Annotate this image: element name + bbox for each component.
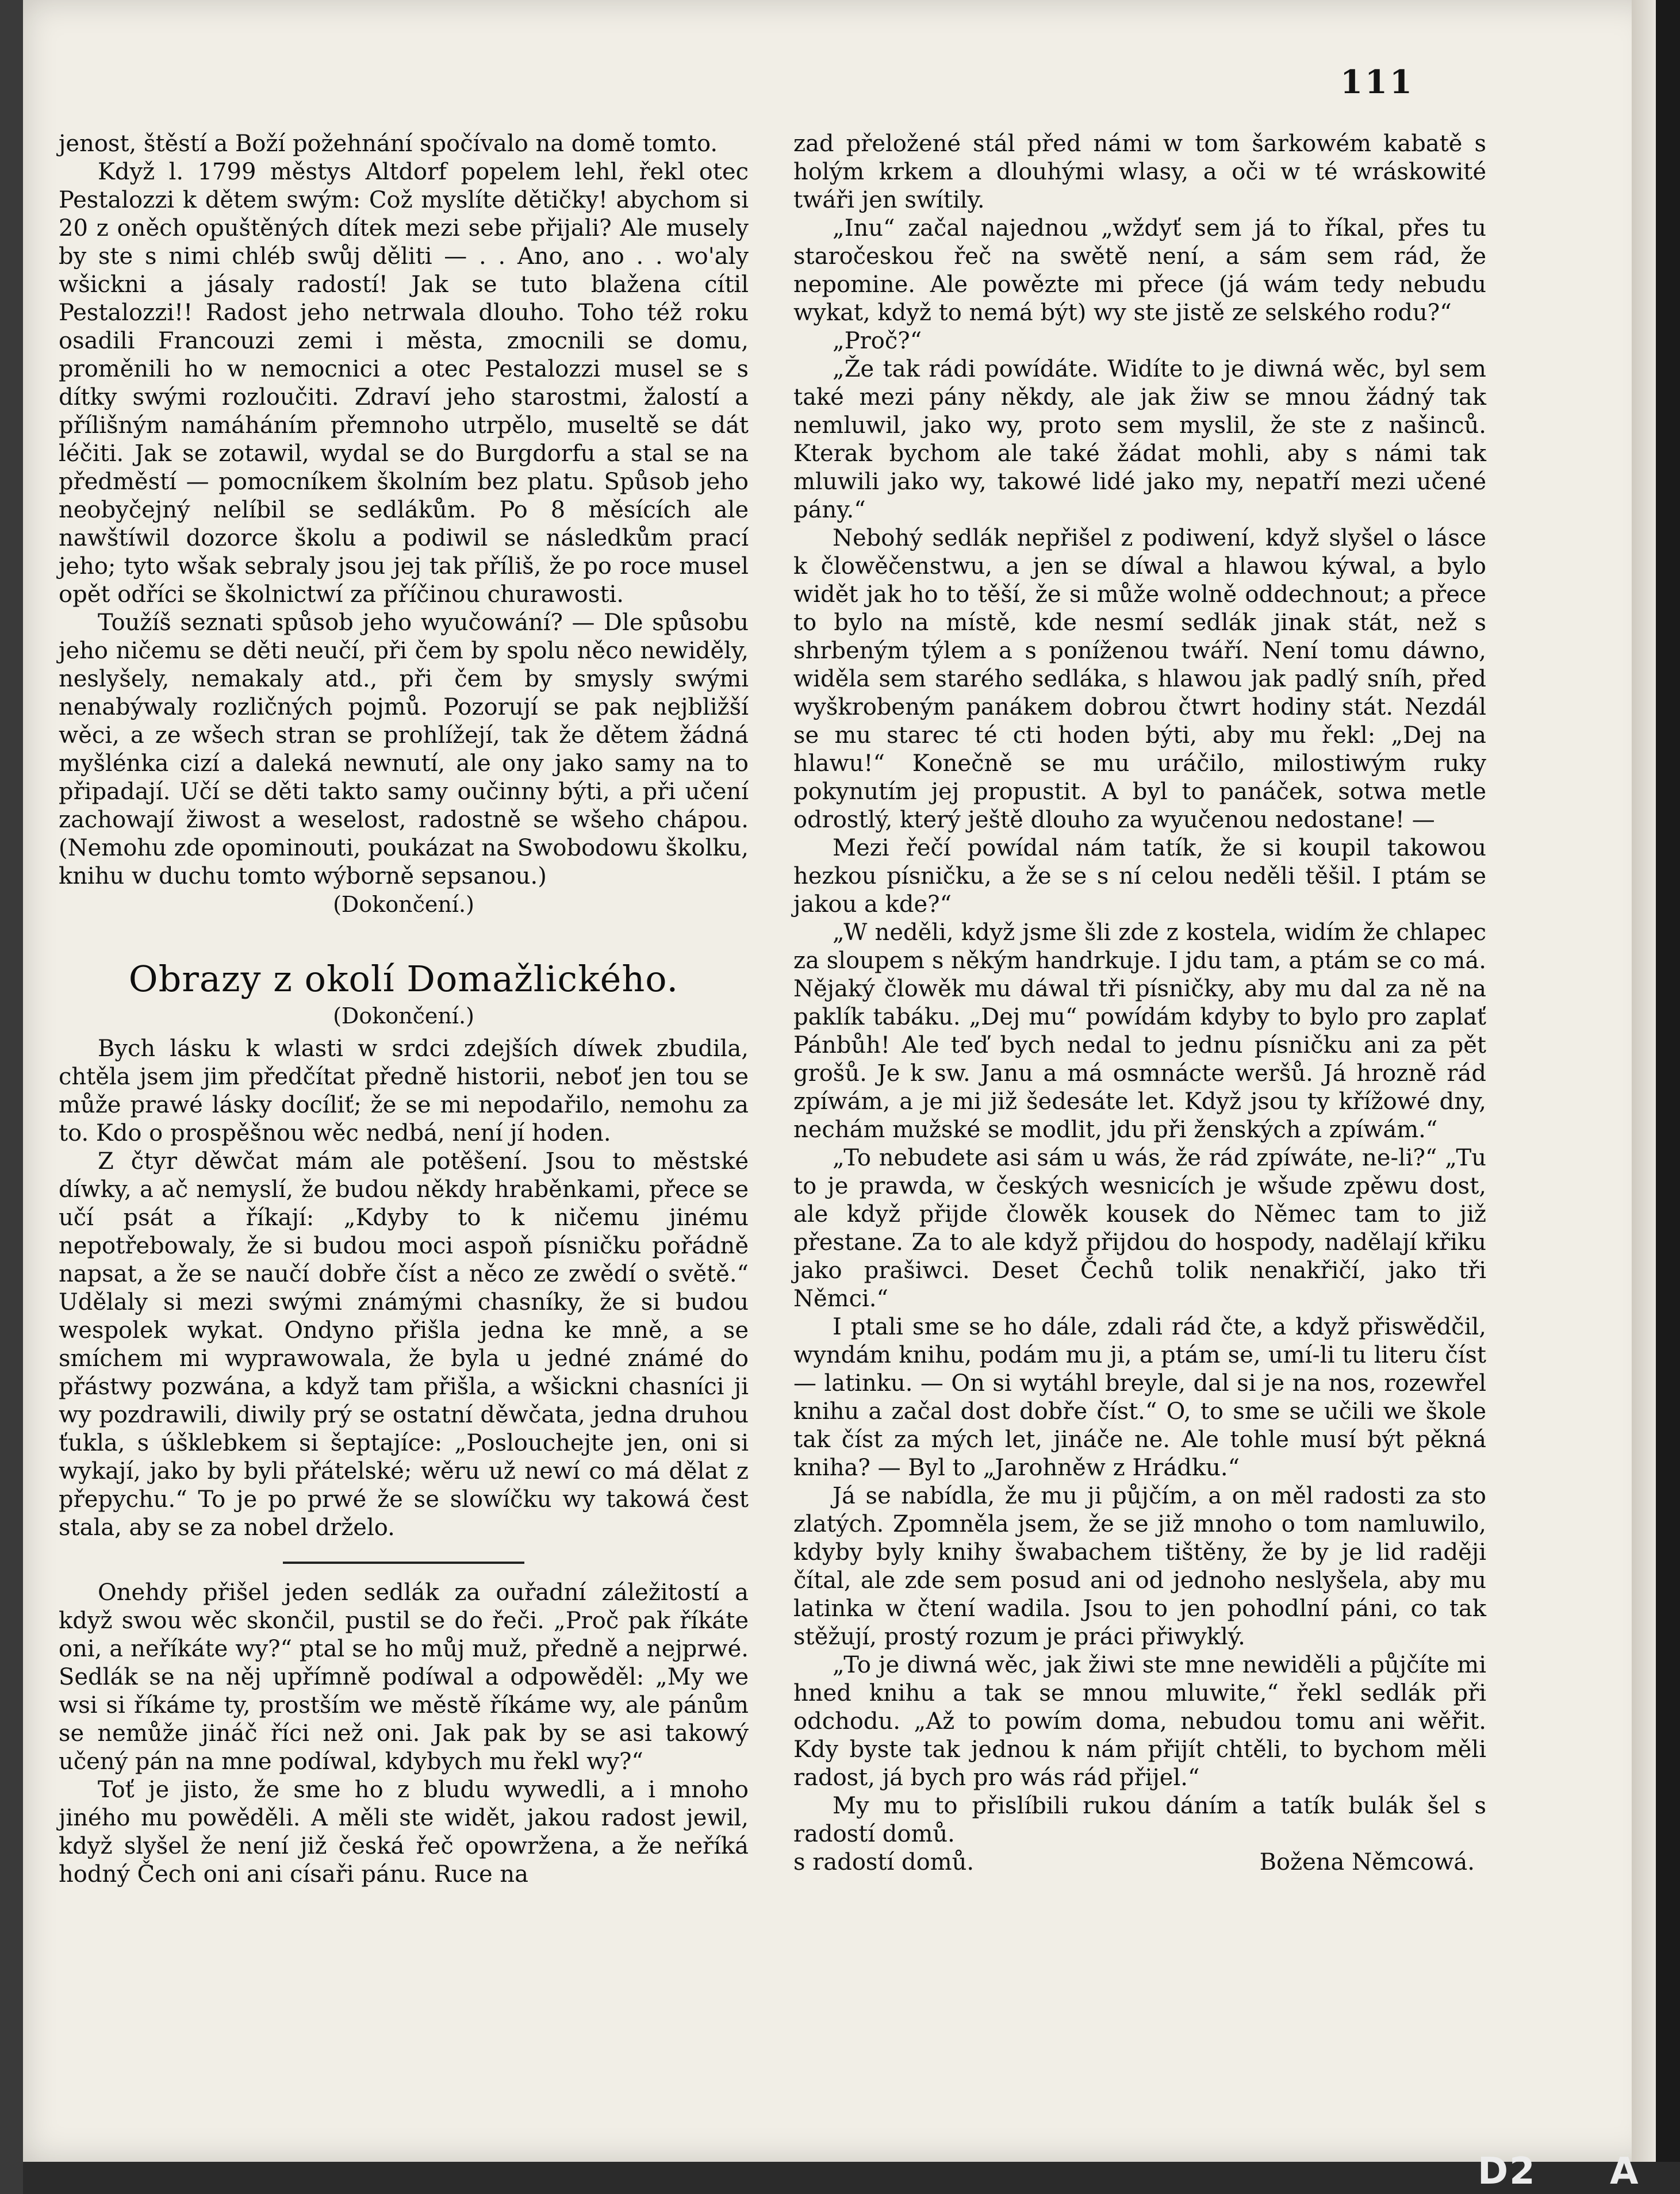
- article1-paragraph: Když l. 1799 městys Altdorf popelem lehl, řekl otec Pestalozzi k dětem swým: Což myslíte dětičky! abychom si 20 z oněch opuštěných dítek mezi sebe přijali? Ale musely by ste s nimi chléb swůj děliti — . . Ano, ano . . wo'aly wšickni a jásaly radostí! Jak se tuto blažena cítil Pestalozzi!! Radost jeho netrwala dlouho. Toho též roku osadili Francouzi zemi i města, zmocnili se domu, proměnili ho w nemocnici a otec Pestalozzi musel se s dítky swými rozloučiti. Zdraví jeho starostmi, žalostí a přílišným namáháním přemnoho utrpělo, museltě se dát léčiti. Jak se zotawil, wydal se do Burgdorfu a stal se na předměstí — pomocníkem školním bez platu. Spůsob jeho neobyčejný nelíbil se sedlákům. Po 8 měsících ale nawštíwil dozorce školu a podiwil se následkům prací jeho; tyto wšak sebraly jsou jej tak příliš, že po roce musel opět odříci se školnictwí za příčinou churawosti.: [59, 159, 749, 608]
- article2-paragraph: „To je diwná wěc, jak žiwi ste mne newiděli a půjčíte mi hned knihu a tak se mnou mluwite,“ řekl sedlák při odchodu. „Až to powím doma, nebudou tomu ani wěřit. Kdy byste tak jednou k nám přijít chtěli, to bychom měli radost, já bych pro wás rád přijel.“: [793, 1652, 1486, 1791]
- article2-paragraph: Toť je jisto, že sme ho z bludu wywedli, a i mnoho jiného mu powěděli. A měli ste widět, jakou radost jewil, když slyšel že není již česká řeč opowržena, a že neříká hodný Čech oni ani císaři pánu. Ruce na: [59, 1777, 749, 1888]
- film-frame-label: A: [1610, 2150, 1640, 2193]
- page-number: 111: [1340, 63, 1414, 101]
- article1-paragraph: jenost, štěstí a Boží požehnání spočívalo na domě tomto.: [59, 131, 718, 157]
- article2-paragraph: Bych lásku k wlasti w srdci zdejších díwek zbudila, chtěla jsem jim předčítat předně historii, neboť jen tou se může prawé lásky docíliť; že se mi nepodařilo, nemohu za to. Kdo o prospěšnou wěc nedbá, není jí hoden.: [59, 1035, 749, 1146]
- article2-paragraph: zad přeložené stál před námi w tom šarkowém kabatě s holým krkem a dlouhými wlasy, a oči w té wráskowité twáři jen swítily.: [793, 131, 1486, 213]
- article2-paragraph: I ptali sme se ho dále, zdali rád čte, a když přiswědčil, wyndám knihu, podám mu ji, a ptám se, umí-li tu literu číst — latinku. — On si wytáhl breyle, dal si je na nos, rozewřel knihu a začal dost dobře číst.“ O, to sme se učili we škole tak číst za mých let, jináče ne. Ale tohle musí být pěkná kniha? — Byl to „Jarohněw z Hrádku.“: [793, 1314, 1486, 1481]
- article2-paragraph: My mu to přislíbili rukou dáním a tatík bulák šel s radostí domů.: [793, 1793, 1486, 1847]
- closing-text: s radostí domů.: [793, 1849, 975, 1875]
- article1-paragraph: Toužíš seznati spůsob jeho wyučowání? — Dle spůsobu jeho ničemu se děti neučí, při čem by spolu něco newiděly, neslyšely, nemakaly atd., při čem by smysly swými nenabýwaly rozličných pojmů. Pozorují se pak nejbližší wěci, a ze wšech stran se prohlížejí, tak že dětem žádná myšlénka cizí a daleká newnutí, ale ony jako samy na to připadají. Učí se děti takto samy oučinny býti, a při učení zachowají žiwost a weselost, radostně se wšeho chápou. (Nemohu zde opominouti, poukázat na Swobodowu školku, knihu w duchu tomto wýborně sepsanou.): [59, 609, 749, 889]
- author-signature: Božena Němcowá.: [1259, 1849, 1475, 1875]
- article2-paragraph: „Proč?“: [833, 328, 922, 354]
- article2-paragraph: „Že tak rádi powídáte. Widíte to je diwná wěc, byl sem také mezi pány někdy, ale jak žiw se mnou žádný tak nemluwil, jako wy, proto sem myslil, že ste z našinců. Kterak bychom ale také žádat mohli, aby s námi tak mluwili jako wy, takowé lidé jako my, nepatří mezi učené pány.“: [793, 356, 1486, 523]
- article2-paragraph: „To nebudete asi sám u wás, že rád zpíwáte, ne-li?“ „Tu to je prawda, w českých wesnicích je wšude zpěwu dost, ale když přijde člowěk kousek do Němec tam to již přestane. Za to ale když přijdou do hospody, nadělají křiku jako prašiwci. Deset Čechů tolik nenakřičí, jako tři Němci.“: [793, 1145, 1486, 1312]
- left-column: [59, 130, 749, 1889]
- article2-title: Obrazy z okolí Domažlického.: [128, 958, 679, 1000]
- article2-paragraph: Nebohý sedlák nepřišel z podiwení, když slyšel o lásce k člowěčenstwu, a jen se díwal a hlawou kýwal, a bylo widět jak ho to těší, že si může wolně oddechnout; a přece to bylo na místě, kde nesmí sedlák jinak stát, než s shrbeným týlem a s poníženou twáří. Není tomu dáwno, widěla sem starého sedláka, s hlawou jak padlý sníh, před wyškrobeným panákem dobrou čtwrt hodiny stát. Nezdál se mu starec té cti hoden býti, aby mu řekl: „Dej na hlawu!“ Konečně se mu uráčilo, milostiwým ruky pokynutím jej propustit. A byl to panáček, sotwa metle odrostlý, který ještě dlouho za wyučenou nedostane! —: [793, 525, 1486, 833]
- article2-paragraph: Já se nabídla, že mu ji půjčím, a on měl radosti za sto zlatých. Zpomněla jsem, že se již mnoho o tom namluwilo, kdyby byly knihy šwabachem tištěny, že by je lid raději čítal, ale zde sem posud ani od jednoho neslyšela, aby mu latinka w čtení wadila. Jsou to jen pohodlní páni, co tak stěžují, prostý rozum je práci přiwyklý.: [793, 1483, 1486, 1650]
- section-divider: [283, 1562, 524, 1564]
- signature-line: [793, 1848, 1486, 1877]
- article2-paragraph: Onehdy přišel jeden sedlák za ouřadní záležitostí a když swou wěc skončil, pustil se do řeči. „Proč pak říkáte oni, a neříkáte wy?“ ptal se ho můj muž, předně a nejprwé. Sedlák se na něj upřímně podíwal a odpowěděl: „My we wsi si říkáme ty, prostším we městě říkáme wy, ale pánům se nemůže jináč říci než oni. Jak pak by se asi takowý učený pán na mne podíwal, kdybych mu řekl wy?“: [59, 1579, 749, 1775]
- article2-subtitle: (Dokončení.): [333, 1003, 474, 1029]
- article2-paragraph: „Inu“ začal najednou „wždyť sem já to říkal, přes tu staročeskou řeč na swětě není, a sám sem rád, že nepomine. Ale powězte mi přece (já wám tedy nebudu wykat, když to nemá být) wy ste jistě ze selského rodu?“: [793, 215, 1486, 326]
- right-column: [793, 130, 1486, 1877]
- film-edge: [0, 0, 23, 2194]
- newspaper-page: [23, 0, 1656, 2162]
- film-bottom-strip: [23, 2162, 1680, 2194]
- film-frame-label: D2: [1478, 2150, 1536, 2193]
- page-fold-shadow: [1632, 0, 1656, 2162]
- article2-paragraph: „W neděli, když jsme šli zde z kostela, widím že chlapec za sloupem s někým handrkuje. I jdu tam, a ptám se co má. Nějaký člowěk mu dáwal tři písničky, aby mu dal za ně na paklík tabáku. „Dej mu“ powídám kdyby to bylo pro zaplať Pánbůh! Ale teď bych nedal to jednu písničku ani za pět grošů. Je k sw. Janu a má osmnácte weršů. Já hrozně rád zpíwám, a je mi již šedesáte let. Když jsou ty křížowé dny, nechám mužské se modlit, jdu při ženských a zpíwám.“: [793, 919, 1486, 1143]
- article2-paragraph: Mezi řečí powídal nám tatík, že si koupil takowou hezkou písničku, a že se s ní celou neděli těšil. I ptám se jakou a kde?“: [793, 835, 1486, 918]
- article2-paragraph: Z čtyr děwčat mám ale potěšení. Jsou to městské díwky, a ač nemyslí, že budou někdy hraběnkami, přece se učí psát a říkají: „Kdyby to k ničemu jinému nepotřebowaly, že si budou moci aspoň písničku pořádně napsat, a že se naučí dobře číst a něco ze zwědí o světě.“ Udělaly si mezi swými známými chasníky, že si budou wespolek wykat. Ondyno přišla jedna ke mně, a se smíchem mi wyprawowala, že byla u jedné známé do přástwy pozwána, a když tam přišla, a wšickni chasníci ji wy pozdrawili, diwily prý se ostatní děwčata, jedna druhou ťukla, s úšklebkem si šeptajíce: „Poslouchejte jen, oni si wykají, jako by byli přátelské; wěru už newí co má dělat z přepychu.“ To je po prwé že se slowíčku wy takowá čest stala, aby se za nobel drželo.: [59, 1148, 749, 1541]
- article1-continued-note: [59, 891, 749, 919]
- continued-label: (Dokončení.): [333, 892, 474, 917]
